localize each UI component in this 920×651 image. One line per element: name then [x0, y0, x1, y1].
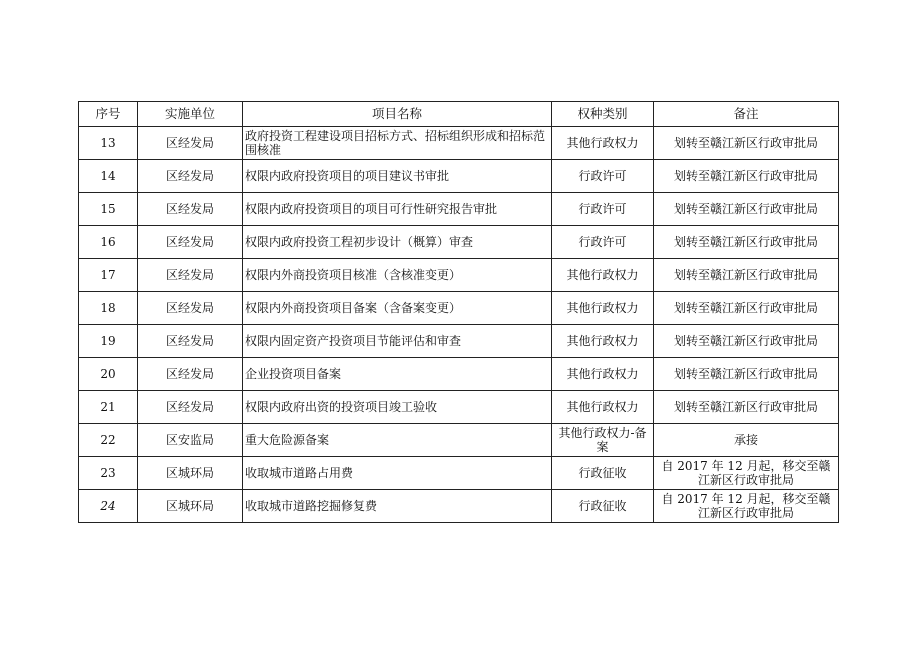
cell-unit: 区经发局 — [138, 325, 243, 358]
cell-serial-no: 13 — [79, 127, 138, 160]
cell-project-name: 重大危险源备案 — [243, 424, 552, 457]
cell-project-name: 收取城市道路占用费 — [243, 457, 552, 490]
cell-remarks: 自 2017 年 12 月起，移交至赣江新区行政审批局 — [654, 457, 839, 490]
cell-serial-no: 24 — [79, 490, 138, 523]
cell-unit: 区经发局 — [138, 226, 243, 259]
cell-unit: 区经发局 — [138, 127, 243, 160]
cell-unit: 区城环局 — [138, 457, 243, 490]
cell-remarks: 承接 — [654, 424, 839, 457]
table-row — [79, 325, 839, 358]
cell-serial-no: 19 — [79, 325, 138, 358]
cell-authority-type: 其他行政权力 — [552, 259, 654, 292]
cell-serial-no: 20 — [79, 358, 138, 391]
cell-remarks: 划转至赣江新区行政审批局 — [654, 160, 839, 193]
cell-remarks: 划转至赣江新区行政审批局 — [654, 292, 839, 325]
cell-serial-no: 14 — [79, 160, 138, 193]
cell-remarks: 划转至赣江新区行政审批局 — [654, 226, 839, 259]
cell-authority-type: 其他行政权力 — [552, 127, 654, 160]
cell-serial-no: 15 — [79, 193, 138, 226]
cell-unit: 区经发局 — [138, 391, 243, 424]
cell-unit: 区安监局 — [138, 424, 243, 457]
cell-authority-type: 其他行政权力 — [552, 292, 654, 325]
cell-unit: 区城环局 — [138, 490, 243, 523]
cell-remarks: 自 2017 年 12 月起，移交至赣江新区行政审批局 — [654, 490, 839, 523]
table-row — [79, 358, 839, 391]
header-authority-type: 权种类别 — [552, 102, 654, 127]
cell-project-name: 政府投资工程建设项目招标方式、招标组织形成和招标范围核准 — [243, 127, 552, 160]
cell-authority-type: 其他行政权力 — [552, 358, 654, 391]
cell-serial-no: 17 — [79, 259, 138, 292]
table-row — [79, 259, 839, 292]
cell-project-name: 权限内外商投资项目备案（含备案变更） — [243, 292, 552, 325]
cell-project-name: 权限内固定资产投资项目节能评估和审查 — [243, 325, 552, 358]
cell-project-name: 收取城市道路挖掘修复费 — [243, 490, 552, 523]
cell-unit: 区经发局 — [138, 292, 243, 325]
header-implementing-unit: 实施单位 — [138, 102, 243, 127]
table-row — [79, 424, 839, 457]
table-row — [79, 292, 839, 325]
cell-authority-type: 行政许可 — [552, 226, 654, 259]
cell-unit: 区经发局 — [138, 259, 243, 292]
table-row — [79, 490, 839, 523]
table-row — [79, 193, 839, 226]
header-serial-no: 序号 — [79, 102, 138, 127]
cell-unit: 区经发局 — [138, 193, 243, 226]
cell-serial-no: 21 — [79, 391, 138, 424]
table-row — [79, 226, 839, 259]
cell-remarks: 划转至赣江新区行政审批局 — [654, 259, 839, 292]
cell-project-name: 权限内政府投资项目的项目建议书审批 — [243, 160, 552, 193]
table-row — [79, 127, 839, 160]
cell-remarks: 划转至赣江新区行政审批局 — [654, 391, 839, 424]
table-row — [79, 457, 839, 490]
cell-project-name: 权限内外商投资项目核准（含核准变更） — [243, 259, 552, 292]
cell-project-name: 权限内政府投资项目的项目可行性研究报告审批 — [243, 193, 552, 226]
cell-authority-type: 行政征收 — [552, 490, 654, 523]
header-remarks: 备注 — [654, 102, 839, 127]
cell-remarks: 划转至赣江新区行政审批局 — [654, 127, 839, 160]
cell-remarks: 划转至赣江新区行政审批局 — [654, 193, 839, 226]
cell-unit: 区经发局 — [138, 160, 243, 193]
cell-serial-no: 22 — [79, 424, 138, 457]
cell-serial-no: 23 — [79, 457, 138, 490]
table-header-row — [79, 102, 839, 127]
authority-table — [78, 101, 839, 523]
cell-serial-no: 16 — [79, 226, 138, 259]
cell-project-name: 权限内政府出资的投资项目竣工验收 — [243, 391, 552, 424]
cell-remarks: 划转至赣江新区行政审批局 — [654, 325, 839, 358]
header-project-name: 项目名称 — [243, 102, 552, 127]
cell-authority-type: 其他行政权力-备案 — [552, 424, 654, 457]
cell-authority-type: 行政许可 — [552, 160, 654, 193]
cell-project-name: 权限内政府投资工程初步设计（概算）审查 — [243, 226, 552, 259]
cell-authority-type: 其他行政权力 — [552, 325, 654, 358]
cell-remarks: 划转至赣江新区行政审批局 — [654, 358, 839, 391]
cell-authority-type: 行政许可 — [552, 193, 654, 226]
cell-unit: 区经发局 — [138, 358, 243, 391]
table-row — [79, 391, 839, 424]
table-row — [79, 160, 839, 193]
cell-authority-type: 其他行政权力 — [552, 391, 654, 424]
cell-authority-type: 行政征收 — [552, 457, 654, 490]
cell-project-name: 企业投资项目备案 — [243, 358, 552, 391]
cell-serial-no: 18 — [79, 292, 138, 325]
